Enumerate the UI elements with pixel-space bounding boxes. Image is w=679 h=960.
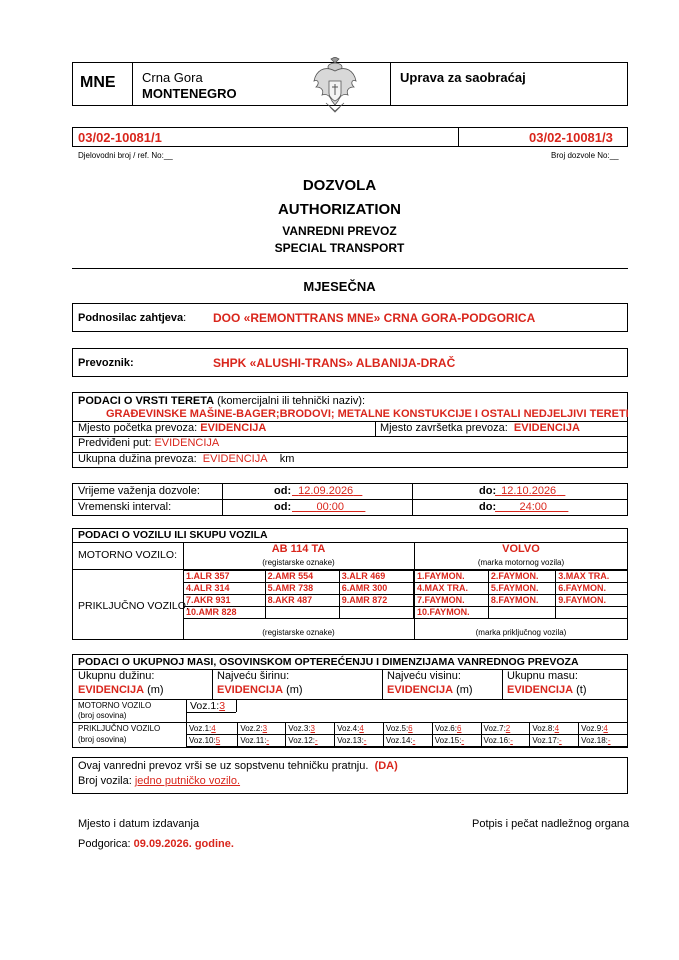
- trailer-brand-cell: 10.FAYMON.: [415, 607, 489, 619]
- axle-count: 6: [456, 724, 462, 733]
- trailer-plate-cell: 3.ALR 469: [339, 571, 413, 583]
- trailer-brand-cell: 6.FAYMON.: [556, 583, 628, 595]
- trailer-plate-cell: 8.AKR 487: [265, 595, 339, 607]
- trailer-brand-cell: 4.MAX TRA.: [415, 583, 489, 595]
- total-weight-label: Ukupnu masu:: [507, 670, 578, 682]
- axle-motor-label: MOTORNO VOZILO: [78, 701, 152, 710]
- max-width-label: Najveću širinu:: [217, 670, 290, 682]
- axle-vehicle-label: Voz.1:: [189, 724, 212, 733]
- axle-cell: [530, 735, 579, 747]
- trailer-brands-caption: (marka priključnog vozila): [475, 628, 567, 637]
- start-location: Mjesto početka prevoza: EVIDENCIJA: [78, 422, 267, 434]
- trailer-brand-cell: 1.FAYMON.: [415, 571, 489, 583]
- motor-axles: Voz.1:3: [190, 700, 226, 712]
- trailer-brand-cell: [556, 607, 628, 619]
- axle-cell: [432, 735, 481, 747]
- axle-cell: [481, 723, 530, 735]
- axle-cell: [530, 723, 579, 735]
- title-line3: VANREDNI PREVOZ: [282, 224, 397, 238]
- axle-vehicle-label: Voz.3:: [288, 724, 311, 733]
- escort-vehicles: Broj vozila: jedno putničko vozilo.: [78, 775, 241, 787]
- axle-count: -: [461, 736, 465, 745]
- trailer-plate-cell: 5.AMR 738: [265, 583, 339, 595]
- applicant-label: Podnosilac zahtjeva:: [78, 312, 187, 324]
- place-date-label: Mjesto i datum izdavanja: [78, 818, 200, 830]
- escort-line: Ovaj vanredni prevoz vrši se uz sopstvenu tehničku pratnju. (DA): [78, 760, 398, 772]
- country-name: Crna Gora: [142, 70, 203, 85]
- trailer-vehicle-label: PRIKLJUČNO VOZILO:: [78, 600, 189, 612]
- axle-trailer-label: PRIKLJUČNO VOZILO: [78, 724, 161, 733]
- validity-label: Vrijeme važenja dozvole:: [78, 485, 200, 497]
- axle-cell: [187, 735, 238, 747]
- axle-row: [187, 723, 628, 735]
- axle-cell: [286, 735, 335, 747]
- axle-vehicle-label: Voz.15:: [434, 736, 462, 745]
- axle-vehicle-label: Voz.13:: [337, 736, 364, 745]
- total-length-label: Ukupnu dužinu:: [78, 670, 155, 682]
- axle-vehicle-label: Voz.17:: [532, 736, 560, 745]
- max-width: EVIDENCIJA (m): [217, 684, 303, 696]
- axle-cell: [238, 723, 286, 735]
- interval-to-label: do:: [479, 501, 497, 513]
- interval-label: Vremenski interval:: [78, 501, 172, 513]
- valid-to-value: 12.10.2026: [501, 485, 557, 497]
- cargo-description: GRAĐEVINSKE MAŠINE-BAGER;BRODOVI; METALNE KONSTUKCIJE I OSTALI NEDJELJIVI TERETI: [106, 408, 629, 420]
- trailer-brands-table: [414, 570, 628, 619]
- trailer-axles-table: [186, 722, 628, 747]
- motor-vehicle-label: MOTORNO VOZILO:: [78, 549, 177, 561]
- axle-cell: [432, 723, 481, 735]
- axle-count: 4: [211, 724, 216, 733]
- brand-row: [415, 571, 628, 583]
- coat-of-arms-icon: [312, 57, 358, 113]
- country-code: MNE: [80, 74, 116, 91]
- transport-length: Ukupna dužina prevoza: EVIDENCIJA km: [78, 453, 295, 465]
- axle-count: 3: [262, 724, 268, 733]
- authority-name: Uprava za saobraćaj: [400, 70, 526, 85]
- axle-cell: [481, 735, 530, 747]
- permit-number: 03/02-10081/3: [529, 130, 613, 145]
- carrier-value: SHPK «ALUSHI-TRANS» ALBANIJA-DRAČ: [213, 356, 456, 370]
- carrier-label: Prevoznik:: [78, 357, 134, 369]
- trailer-plate-cell: [339, 607, 413, 619]
- motor-brand: VOLVO: [502, 543, 540, 555]
- axle-count: -: [559, 736, 562, 745]
- axle-vehicle-label: Voz.11:: [240, 736, 267, 745]
- axle-cell: [579, 735, 628, 747]
- axle-vehicle-label: Voz.9:: [581, 724, 604, 733]
- axle-cell: [383, 723, 432, 735]
- trailer-plates-table: [183, 570, 414, 619]
- trailer-plate-cell: 4.ALR 314: [184, 583, 266, 595]
- motor-plate-caption: (registarske oznake): [262, 558, 335, 567]
- mass-heading: PODACI O UKUPNOJ MASI, OSOVINSKOM OPTEREĆENJU I DIMENZIJAMA VANREDNOG PREVOZA: [78, 656, 579, 668]
- axle-count: 2: [505, 724, 511, 733]
- trailer-brand-cell: 8.FAYMON.: [488, 595, 555, 607]
- plate-row: [184, 583, 414, 595]
- end-location: Mjesto završetka prevoza: EVIDENCIJA: [380, 422, 580, 434]
- axle-cell: [286, 723, 335, 735]
- axle-cell: [579, 723, 628, 735]
- axle-cell: [335, 735, 384, 747]
- trailer-brand-cell: 3.MAX TRA.: [556, 571, 628, 583]
- axle-count: 6: [408, 724, 413, 733]
- applicant-value: DOO «REMONTTRANS MNE» CRNA GORA-PODGORICA: [213, 311, 536, 325]
- signature-label: Potpis i pečat nadležnog organa: [472, 818, 630, 830]
- motor-plate: AB 114 TA: [271, 543, 326, 555]
- permit-caption: Broj dozvole No:__: [551, 151, 619, 160]
- plate-row: [184, 607, 414, 619]
- trailer-brand-cell: 9.FAYMON.: [556, 595, 628, 607]
- axle-vehicle-label: Voz.7:: [483, 724, 506, 733]
- valid-from-value: 12.09.2026: [298, 485, 354, 497]
- trailer-brand-cell: 5.FAYMON.: [488, 583, 555, 595]
- interval-from-label: od:: [274, 501, 292, 513]
- axle-vehicle-label: Voz.2:: [240, 724, 263, 733]
- trailer-plate-cell: [265, 607, 339, 619]
- axle-cell: [187, 723, 238, 735]
- axle-vehicle-label: Voz.18:: [581, 736, 608, 745]
- title-line4: SPECIAL TRANSPORT: [274, 241, 405, 255]
- interval-from-value: 00:00: [316, 501, 344, 513]
- total-length: EVIDENCIJA (m): [78, 684, 164, 696]
- max-height-label: Najveću visinu:: [387, 670, 461, 682]
- valid-from-label: od:: [274, 485, 292, 497]
- axle-count: -: [607, 736, 611, 745]
- route: Predviđeni put: EVIDENCIJA: [78, 437, 220, 449]
- axle-vehicle-label: Voz.10:: [189, 736, 216, 745]
- reference-caption: Djelovodni broj / ref. No:__: [78, 151, 173, 160]
- axle-motor-caption: (broj osovina): [78, 711, 127, 720]
- trailer-brand-cell: 7.FAYMON.: [415, 595, 489, 607]
- trailer-plates-caption: (registarske oznake): [262, 628, 335, 637]
- axle-vehicle-label: Voz.6:: [434, 724, 457, 733]
- axle-trailer-caption: (broj osovina): [78, 735, 127, 744]
- axle-count: 5: [215, 736, 221, 745]
- reference-number: 03/02-10081/1: [78, 130, 162, 145]
- title-line1: DOZVOLA: [302, 177, 377, 194]
- axle-count: -: [314, 736, 318, 745]
- plate-row: [184, 571, 414, 583]
- brand-row: [415, 607, 628, 619]
- trailer-plate-cell: 6.AMR 300: [339, 583, 413, 595]
- brand-row: [415, 583, 628, 595]
- trailer-plate-cell: 2.AMR 554: [265, 571, 339, 583]
- axle-count: 4: [554, 724, 560, 733]
- axle-vehicle-label: Voz.12:: [288, 736, 315, 745]
- trailer-plate-cell: 7.AKR 931: [184, 595, 266, 607]
- axle-count: -: [363, 736, 367, 745]
- trailer-plate-cell: 10.AMR 828: [184, 607, 266, 619]
- title-line2: AUTHORIZATION: [277, 201, 402, 218]
- total-weight: EVIDENCIJA (t): [507, 684, 587, 696]
- axle-count: -: [510, 736, 513, 745]
- axle-cell: [238, 735, 286, 747]
- axle-count: -: [266, 736, 270, 745]
- axle-vehicle-label: Voz.14:: [385, 736, 413, 745]
- axle-count: 3: [310, 724, 315, 733]
- axle-count: 4: [603, 724, 608, 733]
- axle-row: [187, 735, 628, 747]
- max-height: EVIDENCIJA (m): [387, 684, 473, 696]
- interval-to-value: 24:00: [519, 501, 547, 513]
- axle-count: 4: [359, 724, 364, 733]
- plate-row: [184, 595, 414, 607]
- period-label: MJESEČNA: [303, 279, 376, 294]
- trailer-plate-cell: 9.AMR 872: [339, 595, 413, 607]
- axle-vehicle-label: Voz.16:: [483, 736, 511, 745]
- issue-place-date: Podgorica: 09.09.2026. godine.: [78, 838, 234, 850]
- axle-count: -: [412, 736, 416, 745]
- brand-row: [415, 595, 628, 607]
- trailer-brand-cell: [488, 607, 555, 619]
- trailer-plate-cell: 1.ALR 357: [184, 571, 266, 583]
- axle-cell: [335, 723, 384, 735]
- trailer-brand-cell: 2.FAYMON.: [488, 571, 555, 583]
- motor-brand-caption: (marka motornog vozila): [477, 558, 565, 567]
- axle-vehicle-label: Voz.4:: [337, 724, 360, 733]
- valid-to-label: do:: [479, 485, 497, 497]
- cargo-heading: PODACI O VRSTI TERETA (komercijalni ili tehnički naziv):: [78, 395, 366, 407]
- axle-vehicle-label: Voz.5:: [385, 724, 409, 733]
- axle-cell: [383, 735, 432, 747]
- vehicle-heading: PODACI O VOZILU ILI SKUPU VOZILA: [78, 529, 268, 541]
- country-name-en: MONTENEGRO: [142, 86, 237, 101]
- axle-vehicle-label: Voz.8:: [532, 724, 555, 733]
